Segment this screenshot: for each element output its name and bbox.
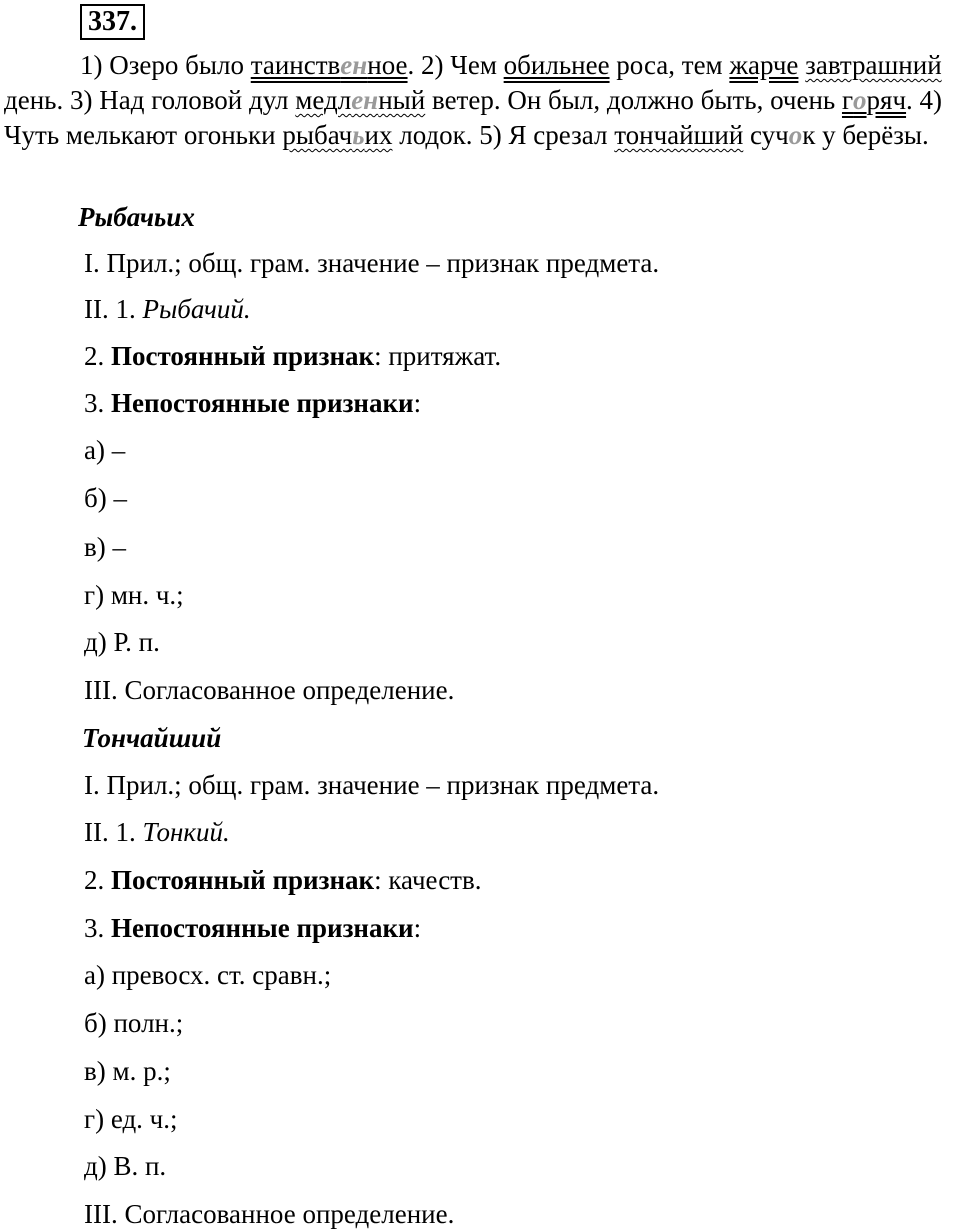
analysis-part-iii: III. Согласованное определение. <box>84 1199 455 1229</box>
word-tainstvennoe <box>251 50 408 80</box>
orthogram-highlight: ен <box>351 85 379 115</box>
initial-form: Рыбачий. <box>142 294 251 324</box>
analysis-part-i: I. Прил.; общ. грам. значение – признак предмета. <box>84 248 660 278</box>
text-segment: день. 3) Над головой дул <box>4 85 296 115</box>
item-number: 2. <box>84 341 111 371</box>
word-medlennyy <box>295 85 425 115</box>
word-part: их <box>364 120 393 150</box>
feature-item: б) полн.; <box>84 1008 184 1038</box>
word-part: к <box>802 120 816 150</box>
text-segment: лодок. 5) Я срезал <box>392 120 615 150</box>
text-segment: ветер. Он был, должно быть, очень <box>425 85 842 115</box>
item-number: 2. <box>84 865 111 895</box>
feature-item: в) м. р.; <box>84 1056 171 1086</box>
word-part: ный <box>378 85 426 115</box>
feature-value: : качеств. <box>374 865 482 895</box>
feature-value: : притяжат. <box>374 341 502 371</box>
feature-item: б) – <box>84 483 127 513</box>
orthogram-highlight: о <box>788 120 803 150</box>
feature-label: Постоянный признак <box>111 341 375 371</box>
feature-item: д) Р. п. <box>84 627 160 657</box>
text-segment: у берёзы. <box>815 120 929 150</box>
analysis-variable-features <box>84 386 421 421</box>
analysis-constant-feature <box>84 339 501 374</box>
feature-item: а) превосх. ст. сравн.; <box>84 960 332 990</box>
analysis-part-ii <box>84 815 230 850</box>
analysis-heading: Рыбачьих <box>78 202 195 232</box>
ii-label: II. 1. <box>84 294 143 324</box>
feature-item: г) ед. ч.; <box>84 1104 178 1134</box>
feature-item: в) – <box>84 532 126 562</box>
analysis-part-ii <box>84 292 251 327</box>
feature-item: г) мн. ч.; <box>84 580 184 610</box>
word-tonchayshiy: тончайший <box>614 120 744 150</box>
analysis-part-iii: III. Согласованное определение. <box>84 675 455 705</box>
item-number: 3. <box>84 388 111 418</box>
analysis-variable-features <box>84 911 421 946</box>
word-part: медл <box>295 85 352 115</box>
word-part: ряч <box>866 85 907 115</box>
feature-item: а) – <box>84 435 126 465</box>
analysis-part-i: I. Прил.; общ. грам. значение – признак предмета. <box>84 770 660 800</box>
word-part: ное <box>367 50 408 80</box>
orthogram-highlight: ь <box>352 120 365 150</box>
feature-label: Непостоянные признаки <box>111 913 414 943</box>
orthogram-highlight: ен <box>340 50 368 80</box>
word-zharche: жарче <box>729 50 799 80</box>
feature-label: Постоянный признак <box>111 865 375 895</box>
exercise-text <box>4 48 960 153</box>
initial-form: Тонкий. <box>142 817 230 847</box>
text-segment: 1) Озеро было <box>80 50 251 80</box>
item-number: 3. <box>84 913 111 943</box>
text-segment: . 2) Чем <box>407 50 504 80</box>
analysis-heading: Тончайший <box>82 723 222 753</box>
ii-label: II. 1. <box>84 817 143 847</box>
feature-label: Непостоянные признаки <box>111 388 414 418</box>
feature-item: д) В. п. <box>84 1151 167 1181</box>
word-goryach <box>842 85 906 115</box>
text-segment: роса, тем <box>609 50 730 80</box>
analysis-constant-feature <box>84 863 481 898</box>
feature-colon: : <box>413 388 422 418</box>
word-zavtrashniy: завтрашний <box>805 50 942 80</box>
word-part: суч <box>750 120 789 150</box>
feature-colon: : <box>413 913 422 943</box>
word-part: таинств <box>250 50 341 80</box>
word-rybachikh <box>282 120 392 150</box>
word-part: г <box>841 85 854 115</box>
word-part: рыбач <box>282 120 353 150</box>
orthogram-highlight: о <box>853 85 867 115</box>
exercise-number: 337. <box>80 4 145 40</box>
text-segment: . 4) Чуть мелькают огоньки <box>4 85 943 150</box>
word-obilnee: обильнее <box>503 50 610 80</box>
word-suchok <box>750 120 815 150</box>
